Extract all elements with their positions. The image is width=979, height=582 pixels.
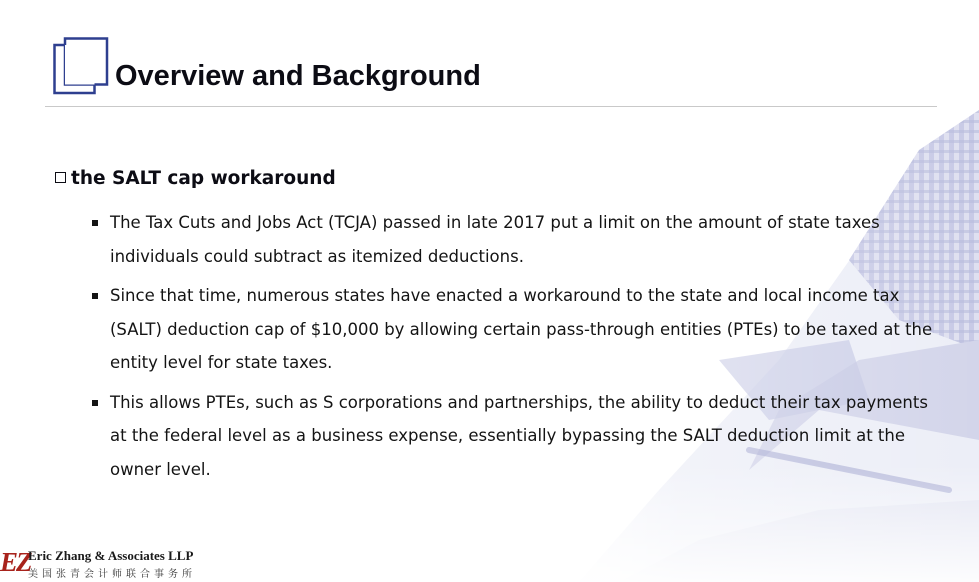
- list-item: [92, 206, 937, 273]
- slide-title: Overview and Background: [115, 60, 481, 92]
- bullet-text: This allows PTEs, such as S corporations and partnerships, the ability to deduct their tax payments at the federal level as a business expense, essentially bypassing the SALT deduction limit at the owner level.: [110, 392, 928, 479]
- list-item: [92, 279, 937, 380]
- square-bullet-icon: [92, 400, 98, 406]
- bullet-list: [92, 206, 937, 492]
- company-chinese-name: 美国张青会计师联合事务所: [28, 569, 196, 580]
- company-logo: [0, 543, 220, 581]
- section-heading-text: the SALT cap workaround: [71, 168, 336, 189]
- square-bullet-icon: [92, 293, 98, 299]
- section-heading: [55, 168, 336, 189]
- list-item: [92, 386, 937, 487]
- logo-mark: EZ: [0, 547, 31, 577]
- bullet-text: Since that time, numerous states have enacted a workaround to the state and local income tax (SALT) deduction cap of $10,000 by allowing certain pass-through entities (PTEs) to be taxed at the entity level for state taxes.: [110, 286, 933, 372]
- company-name: Eric Zhang & Associates LLP: [28, 548, 194, 563]
- title-divider: [45, 106, 937, 107]
- checkbox-bullet-icon: [55, 172, 66, 183]
- title-bracket-icon: [53, 37, 109, 95]
- square-bullet-icon: [92, 220, 98, 226]
- bullet-text: The Tax Cuts and Jobs Act (TCJA) passed in late 2017 put a limit on the amount of state taxes individuals could subtract as itemized deductions.: [110, 213, 880, 266]
